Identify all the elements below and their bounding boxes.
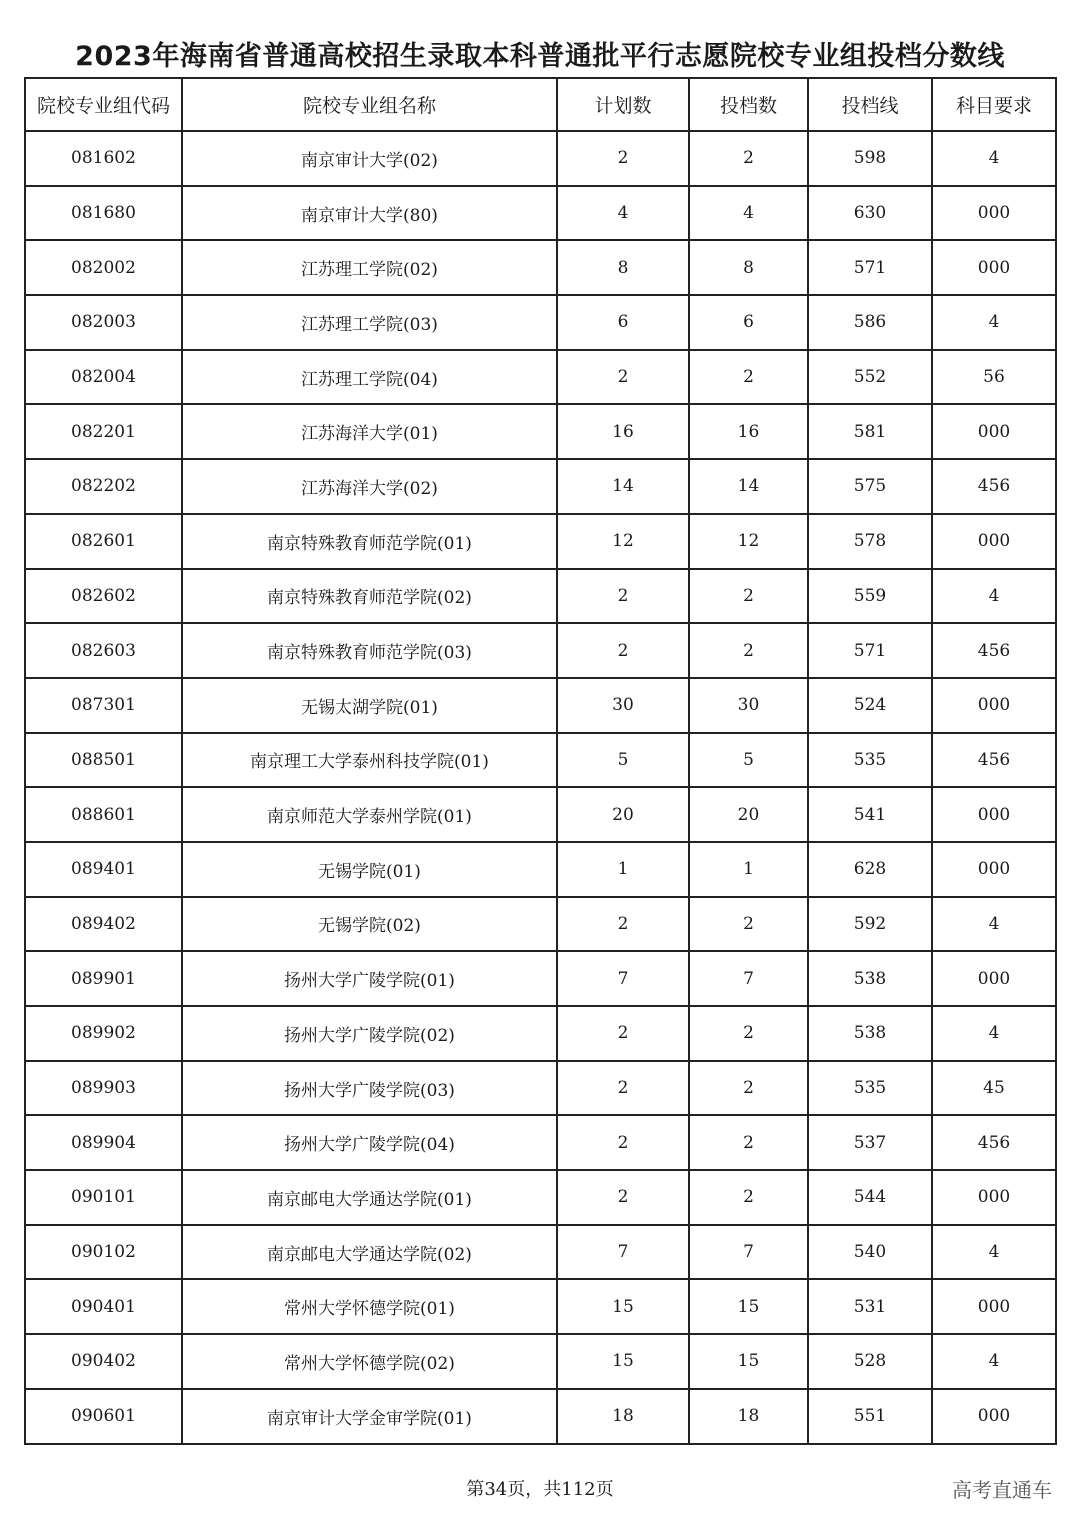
- cell-subject-requirement: 4: [932, 1006, 1056, 1061]
- cell-group-name: 南京审计大学(02): [182, 131, 557, 186]
- cell-plan-count: 5: [557, 733, 689, 788]
- table-row: [25, 514, 1056, 569]
- table-row: [25, 1115, 1056, 1170]
- cell-subject-requirement: 000: [932, 186, 1056, 241]
- cell-submit-count: 16: [689, 404, 808, 459]
- cell-group-name: 南京审计大学(80): [182, 186, 557, 241]
- cell-group-code: 082003: [25, 295, 182, 350]
- cell-plan-count: 15: [557, 1279, 689, 1334]
- cell-plan-count: 4: [557, 186, 689, 241]
- cell-submit-count: 7: [689, 951, 808, 1006]
- cell-plan-count: 6: [557, 295, 689, 350]
- cell-plan-count: 2: [557, 350, 689, 405]
- cell-submit-count: 2: [689, 1061, 808, 1116]
- cell-group-code: 089904: [25, 1115, 182, 1170]
- cell-plan-count: 2: [557, 623, 689, 678]
- cell-group-name: 江苏理工学院(04): [182, 350, 557, 405]
- cell-group-name: 江苏理工学院(03): [182, 295, 557, 350]
- cell-cutoff-score: 630: [808, 186, 932, 241]
- cell-cutoff-score: 552: [808, 350, 932, 405]
- cell-cutoff-score: 598: [808, 131, 932, 186]
- cell-subject-requirement: 56: [932, 350, 1056, 405]
- cell-group-code: 090402: [25, 1334, 182, 1389]
- cell-group-code: 087301: [25, 678, 182, 733]
- cell-cutoff-score: 592: [808, 897, 932, 952]
- cell-cutoff-score: 571: [808, 240, 932, 295]
- cell-plan-count: 2: [557, 1115, 689, 1170]
- header-cutoff-score: 投档线: [808, 78, 932, 131]
- cell-group-name: 南京特殊教育师范学院(02): [182, 569, 557, 624]
- score-table: [24, 77, 1057, 1445]
- cell-cutoff-score: 571: [808, 623, 932, 678]
- cell-group-code: 081680: [25, 186, 182, 241]
- cell-group-name: 江苏理工学院(02): [182, 240, 557, 295]
- cell-plan-count: 1: [557, 842, 689, 897]
- cell-plan-count: 2: [557, 1170, 689, 1225]
- cell-group-code: 089901: [25, 951, 182, 1006]
- cell-subject-requirement: 45: [932, 1061, 1056, 1116]
- cell-cutoff-score: 559: [808, 569, 932, 624]
- header-submit-count: 投档数: [689, 78, 808, 131]
- cell-submit-count: 2: [689, 623, 808, 678]
- cell-group-name: 江苏海洋大学(02): [182, 459, 557, 514]
- table-row: [25, 131, 1056, 186]
- cell-submit-count: 8: [689, 240, 808, 295]
- cell-group-code: 088601: [25, 787, 182, 842]
- cell-submit-count: 2: [689, 350, 808, 405]
- table-header-row: [25, 78, 1056, 131]
- cell-plan-count: 2: [557, 569, 689, 624]
- cell-group-name: 南京特殊教育师范学院(03): [182, 623, 557, 678]
- cell-cutoff-score: 537: [808, 1115, 932, 1170]
- cell-group-name: 南京审计大学金审学院(01): [182, 1389, 557, 1444]
- cell-group-name: 南京师范大学泰州学院(01): [182, 787, 557, 842]
- cell-cutoff-score: 581: [808, 404, 932, 459]
- cell-group-code: 082002: [25, 240, 182, 295]
- cell-cutoff-score: 540: [808, 1225, 932, 1280]
- cell-plan-count: 7: [557, 951, 689, 1006]
- table-row: [25, 1225, 1056, 1280]
- cell-cutoff-score: 578: [808, 514, 932, 569]
- table-row: [25, 842, 1056, 897]
- watermark: 高考直通车: [952, 1478, 1052, 1502]
- cell-plan-count: 12: [557, 514, 689, 569]
- cell-cutoff-score: 575: [808, 459, 932, 514]
- table-row: [25, 1006, 1056, 1061]
- document-title: 2023年海南省普通高校招生录取本科普通批平行志愿院校专业组投档分数线: [75, 41, 1005, 72]
- cell-subject-requirement: 4: [932, 1334, 1056, 1389]
- cell-subject-requirement: 000: [932, 951, 1056, 1006]
- cell-submit-count: 2: [689, 897, 808, 952]
- cell-group-code: 082202: [25, 459, 182, 514]
- cell-subject-requirement: 000: [932, 678, 1056, 733]
- cell-group-name: 南京特殊教育师范学院(01): [182, 514, 557, 569]
- table-row: [25, 350, 1056, 405]
- cell-cutoff-score: 541: [808, 787, 932, 842]
- cell-subject-requirement: 4: [932, 295, 1056, 350]
- cell-submit-count: 7: [689, 1225, 808, 1280]
- cell-group-name: 扬州大学广陵学院(01): [182, 951, 557, 1006]
- header-plan-count: 计划数: [557, 78, 689, 131]
- cell-cutoff-score: 535: [808, 733, 932, 788]
- cell-group-name: 南京邮电大学通达学院(02): [182, 1225, 557, 1280]
- cell-group-code: 089401: [25, 842, 182, 897]
- cell-subject-requirement: 000: [932, 1279, 1056, 1334]
- cell-plan-count: 16: [557, 404, 689, 459]
- cell-cutoff-score: 544: [808, 1170, 932, 1225]
- table-row: [25, 787, 1056, 842]
- header-group-code: 院校专业组代码: [25, 78, 182, 131]
- cell-submit-count: 1: [689, 842, 808, 897]
- cell-group-code: 090101: [25, 1170, 182, 1225]
- table-row: [25, 1061, 1056, 1116]
- cell-submit-count: 18: [689, 1389, 808, 1444]
- cell-cutoff-score: 586: [808, 295, 932, 350]
- cell-cutoff-score: 538: [808, 1006, 932, 1061]
- cell-submit-count: 2: [689, 1115, 808, 1170]
- table-row: [25, 186, 1056, 241]
- table-row: [25, 569, 1056, 624]
- cell-group-code: 090401: [25, 1279, 182, 1334]
- cell-submit-count: 15: [689, 1279, 808, 1334]
- cell-subject-requirement: 000: [932, 1389, 1056, 1444]
- cell-submit-count: 20: [689, 787, 808, 842]
- cell-group-name: 扬州大学广陵学院(03): [182, 1061, 557, 1116]
- cell-group-code: 082603: [25, 623, 182, 678]
- cell-subject-requirement: 000: [932, 514, 1056, 569]
- cell-submit-count: 4: [689, 186, 808, 241]
- cell-submit-count: 30: [689, 678, 808, 733]
- table-row: [25, 623, 1056, 678]
- header-subject-requirement: 科目要求: [932, 78, 1056, 131]
- table-row: [25, 1170, 1056, 1225]
- cell-group-code: 082601: [25, 514, 182, 569]
- cell-group-name: 常州大学怀德学院(01): [182, 1279, 557, 1334]
- cell-subject-requirement: 000: [932, 787, 1056, 842]
- table-row: [25, 678, 1056, 733]
- cell-group-code: 089903: [25, 1061, 182, 1116]
- cell-group-code: 089402: [25, 897, 182, 952]
- cell-plan-count: 8: [557, 240, 689, 295]
- cell-group-code: 090102: [25, 1225, 182, 1280]
- cell-group-name: 南京邮电大学通达学院(01): [182, 1170, 557, 1225]
- cell-plan-count: 2: [557, 1006, 689, 1061]
- cell-subject-requirement: 4: [932, 897, 1056, 952]
- cell-submit-count: 14: [689, 459, 808, 514]
- cell-group-code: 082602: [25, 569, 182, 624]
- cell-cutoff-score: 551: [808, 1389, 932, 1444]
- cell-submit-count: 2: [689, 1006, 808, 1061]
- table-row: [25, 240, 1056, 295]
- cell-subject-requirement: 000: [932, 1170, 1056, 1225]
- cell-plan-count: 2: [557, 131, 689, 186]
- page-number: 第34页，共112页: [466, 1479, 614, 1500]
- cell-subject-requirement: 000: [932, 404, 1056, 459]
- header-group-name: 院校专业组名称: [182, 78, 557, 131]
- cell-plan-count: 15: [557, 1334, 689, 1389]
- cell-cutoff-score: 531: [808, 1279, 932, 1334]
- cell-group-code: 081602: [25, 131, 182, 186]
- cell-plan-count: 2: [557, 897, 689, 952]
- table-row: [25, 1389, 1056, 1444]
- cell-subject-requirement: 000: [932, 842, 1056, 897]
- cell-cutoff-score: 524: [808, 678, 932, 733]
- cell-plan-count: 20: [557, 787, 689, 842]
- cell-group-code: 082201: [25, 404, 182, 459]
- cell-group-code: 089902: [25, 1006, 182, 1061]
- cell-group-name: 南京理工大学泰州科技学院(01): [182, 733, 557, 788]
- cell-group-code: 082004: [25, 350, 182, 405]
- cell-submit-count: 6: [689, 295, 808, 350]
- table-row: [25, 897, 1056, 952]
- cell-submit-count: 2: [689, 569, 808, 624]
- cell-subject-requirement: 4: [932, 569, 1056, 624]
- cell-subject-requirement: 4: [932, 131, 1056, 186]
- cell-submit-count: 5: [689, 733, 808, 788]
- cell-subject-requirement: 456: [932, 733, 1056, 788]
- table-row: [25, 295, 1056, 350]
- cell-cutoff-score: 628: [808, 842, 932, 897]
- cell-group-name: 扬州大学广陵学院(02): [182, 1006, 557, 1061]
- cell-group-name: 常州大学怀德学院(02): [182, 1334, 557, 1389]
- table-row: [25, 404, 1056, 459]
- cell-subject-requirement: 456: [932, 1115, 1056, 1170]
- cell-group-name: 江苏海洋大学(01): [182, 404, 557, 459]
- cell-subject-requirement: 456: [932, 623, 1056, 678]
- cell-plan-count: 14: [557, 459, 689, 514]
- cell-cutoff-score: 538: [808, 951, 932, 1006]
- cell-plan-count: 7: [557, 1225, 689, 1280]
- table-row: [25, 951, 1056, 1006]
- table-row: [25, 1279, 1056, 1334]
- cell-plan-count: 30: [557, 678, 689, 733]
- cell-plan-count: 2: [557, 1061, 689, 1116]
- cell-cutoff-score: 535: [808, 1061, 932, 1116]
- cell-group-name: 无锡学院(01): [182, 842, 557, 897]
- table-row: [25, 1334, 1056, 1389]
- cell-cutoff-score: 528: [808, 1334, 932, 1389]
- cell-submit-count: 2: [689, 131, 808, 186]
- cell-group-name: 扬州大学广陵学院(04): [182, 1115, 557, 1170]
- cell-group-name: 无锡学院(02): [182, 897, 557, 952]
- cell-group-code: 090601: [25, 1389, 182, 1444]
- cell-group-name: 无锡太湖学院(01): [182, 678, 557, 733]
- cell-group-code: 088501: [25, 733, 182, 788]
- cell-submit-count: 2: [689, 1170, 808, 1225]
- cell-submit-count: 12: [689, 514, 808, 569]
- cell-plan-count: 18: [557, 1389, 689, 1444]
- table-row: [25, 459, 1056, 514]
- table-row: [25, 733, 1056, 788]
- cell-subject-requirement: 4: [932, 1225, 1056, 1280]
- cell-subject-requirement: 456: [932, 459, 1056, 514]
- cell-subject-requirement: 000: [932, 240, 1056, 295]
- cell-submit-count: 15: [689, 1334, 808, 1389]
